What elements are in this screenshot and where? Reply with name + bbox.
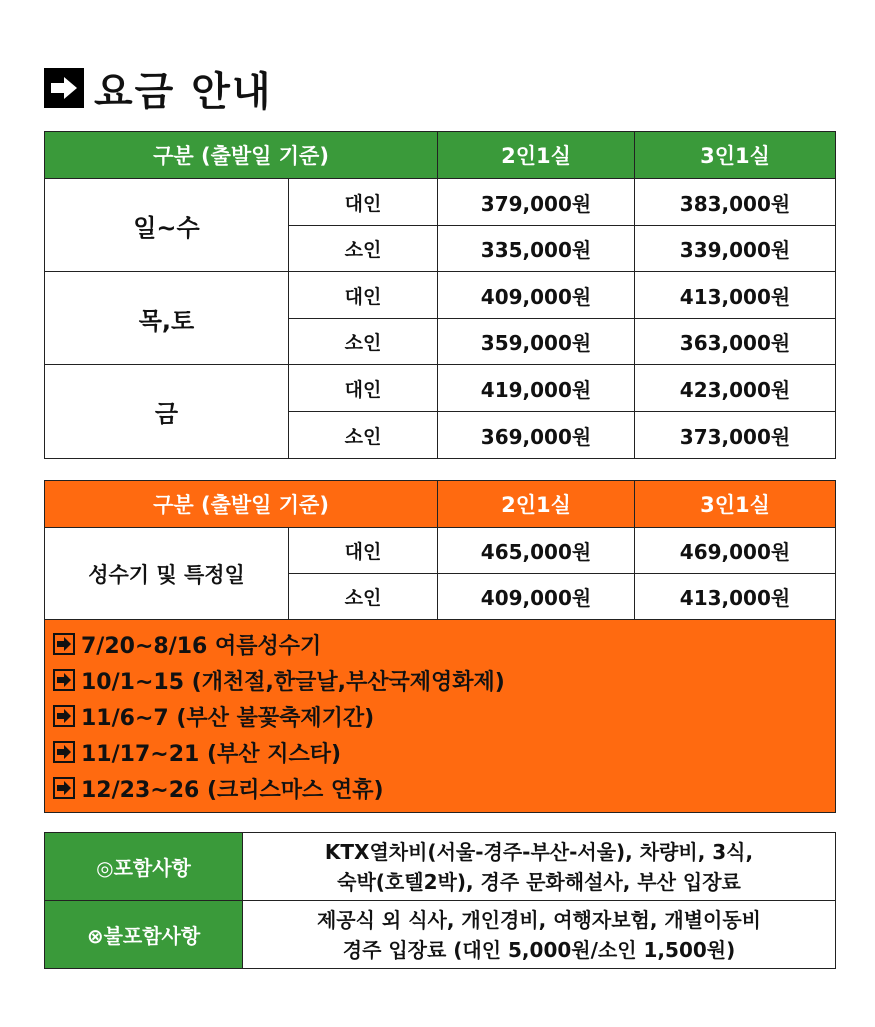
excluded-items [243, 901, 836, 969]
title-text: 요금 안내 [94, 68, 273, 115]
group-label: 금 [45, 365, 289, 459]
price-triple: 413,000원 [635, 574, 836, 620]
group-label: 성수기 및 특정일 [45, 528, 289, 620]
price-double: 409,000원 [438, 574, 635, 620]
group-label: 일~수 [45, 179, 289, 272]
note-item [53, 626, 827, 662]
note-item [53, 698, 827, 734]
arrow-right-icon [53, 669, 75, 691]
arrow-right-icon [53, 741, 75, 763]
table-header-row [45, 132, 836, 179]
arrow-right-icon [53, 633, 75, 655]
excluded-label: ⊗불포함사항 [45, 901, 243, 969]
passenger-type: 소인 [289, 412, 438, 459]
passenger-type: 소인 [289, 319, 438, 365]
price-double: 409,000원 [438, 272, 635, 319]
header-double: 2인1실 [438, 132, 635, 179]
price-double: 369,000원 [438, 412, 635, 459]
group-label: 목,토 [45, 272, 289, 365]
table-row [45, 901, 836, 969]
header-triple: 3인1실 [635, 481, 836, 528]
arrow-right-icon [53, 777, 75, 799]
table-row [45, 365, 836, 412]
passenger-type: 대인 [289, 528, 438, 574]
table-row [45, 528, 836, 574]
table-row [45, 833, 836, 901]
price-triple: 373,000원 [635, 412, 836, 459]
included-label: ◎포함사항 [45, 833, 243, 901]
price-triple: 339,000원 [635, 226, 836, 272]
passenger-type: 대인 [289, 272, 438, 319]
arrow-right-icon [44, 68, 84, 108]
note-text: 11/17~21 (부산 지스타) [81, 741, 342, 767]
price-double: 335,000원 [438, 226, 635, 272]
table-row [45, 179, 836, 226]
price-double: 419,000원 [438, 365, 635, 412]
price-double: 379,000원 [438, 179, 635, 226]
header-category: 구분 (출발일 기준) [45, 481, 438, 528]
passenger-type: 대인 [289, 365, 438, 412]
note-text: 10/1~15 (개천절,한글날,부산국제영화제) [81, 669, 505, 695]
price-triple: 469,000원 [635, 528, 836, 574]
price-double: 465,000원 [438, 528, 635, 574]
price-double: 359,000원 [438, 319, 635, 365]
note-item [53, 662, 827, 698]
note-text: 12/23~26 (크리스마스 연휴) [81, 777, 384, 803]
excluded-line: 경주 입장료 (대인 5,000원/소인 1,500원) [342, 937, 736, 962]
note-item [53, 770, 827, 806]
included-line: 숙박(호텔2박), 경주 문화해설사, 부산 입장료 [337, 869, 741, 894]
table-header-row [45, 481, 836, 528]
price-triple: 383,000원 [635, 179, 836, 226]
price-triple: 423,000원 [635, 365, 836, 412]
passenger-type: 소인 [289, 574, 438, 620]
price-triple: 363,000원 [635, 319, 836, 365]
peak-dates-notes [45, 620, 836, 813]
inclusions-table [44, 832, 836, 969]
price-table-regular [44, 131, 836, 459]
note-text: 7/20~8/16 여름성수기 [81, 633, 322, 659]
table-row [45, 272, 836, 319]
price-triple: 413,000원 [635, 272, 836, 319]
header-category: 구분 (출발일 기준) [45, 132, 438, 179]
note-item [53, 734, 827, 770]
header-triple: 3인1실 [635, 132, 836, 179]
page-title [44, 62, 273, 114]
note-text: 11/6~7 (부산 불꽃축제기간) [81, 705, 375, 731]
included-line: KTX열차비(서울-경주-부산-서울), 차량비, 3식, [324, 839, 754, 864]
price-table-peak [44, 480, 836, 813]
excluded-line: 제공식 외 식사, 개인경비, 여행자보험, 개별이동비 [316, 907, 761, 932]
arrow-right-icon [53, 705, 75, 727]
passenger-type: 대인 [289, 179, 438, 226]
notes-row [45, 620, 836, 813]
included-items [243, 833, 836, 901]
header-double: 2인1실 [438, 481, 635, 528]
passenger-type: 소인 [289, 226, 438, 272]
